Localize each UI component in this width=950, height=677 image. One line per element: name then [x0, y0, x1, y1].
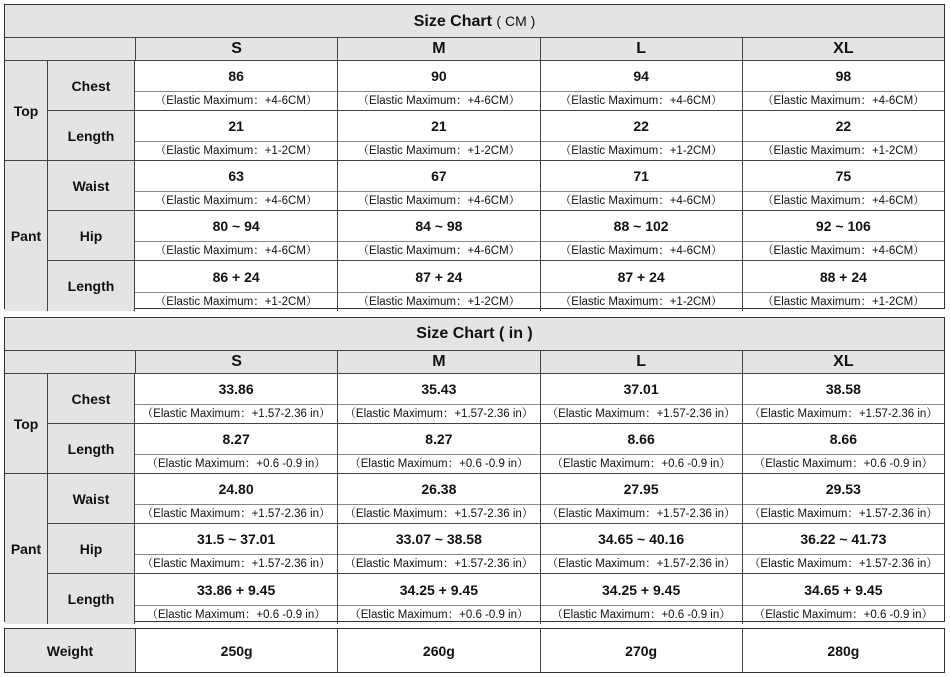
measure-cell-xl	[742, 524, 944, 574]
elastic-note: （Elastic Maximum：+4-6CM）	[743, 241, 944, 260]
measure-value: 38.58	[825, 381, 861, 397]
measure-value: 33.86 + 9.45	[197, 581, 276, 598]
elastic-note: （Elastic Maximum：+4-6CM）	[338, 241, 539, 260]
measure-cell-m	[337, 574, 539, 624]
measure-value: 90	[431, 68, 447, 84]
size-header-s: S	[135, 351, 337, 373]
group-label-top: Top	[5, 61, 48, 161]
elastic-note: （Elastic Maximum：+1-2CM）	[338, 141, 539, 160]
measure-value: 22	[835, 118, 852, 134]
measure-cell-s	[135, 524, 337, 574]
measure-cell-m	[337, 111, 539, 161]
measure-cell-l	[540, 111, 742, 161]
elastic-note: （Elastic Maximum：+0.6 -0.9 in）	[743, 454, 944, 473]
measure-cell-m	[337, 374, 539, 424]
weight-label: Weight	[5, 629, 135, 672]
measure-label: Hip	[48, 524, 135, 574]
weight-value-xl: 280g	[742, 629, 944, 672]
measure-label: Length	[48, 424, 135, 474]
measure-cell-xl	[742, 61, 944, 111]
measure-cell-xl	[742, 211, 944, 261]
measure-value: 27.95	[623, 481, 659, 497]
elastic-note: （Elastic Maximum：+1-2CM）	[135, 292, 337, 311]
elastic-note: （Elastic Maximum：+1-2CM）	[743, 292, 944, 311]
elastic-note: （Elastic Maximum：+1.57-2.36 in）	[338, 504, 539, 523]
measure-value: 87 + 24	[415, 268, 463, 285]
elastic-note: （Elastic Maximum：+0.6 -0.9 in）	[338, 605, 539, 624]
measure-value: 31.5 ~ 37.01	[197, 531, 276, 547]
elastic-note: （Elastic Maximum：+1.57-2.36 in）	[541, 504, 742, 523]
chart-title-unit: ( CM )	[496, 13, 536, 29]
measure-value: 34.65 + 9.45	[804, 581, 883, 598]
measure-value: 21	[431, 118, 447, 134]
measure-value: 34.25 + 9.45	[399, 581, 478, 598]
measurement-grid	[5, 374, 944, 624]
measure-value: 8.66	[627, 431, 655, 447]
measure-cell-m	[337, 524, 539, 574]
measure-value: 21	[228, 118, 244, 134]
elastic-note: （Elastic Maximum：+0.6 -0.9 in）	[743, 605, 944, 624]
measure-label: Chest	[48, 374, 135, 424]
measure-value: 8.27	[425, 431, 453, 447]
measure-value: 75	[835, 168, 852, 184]
weight-value-l: 270g	[540, 629, 742, 672]
measure-value: 35.43	[421, 381, 457, 397]
elastic-note: （Elastic Maximum：+4-6CM）	[743, 191, 944, 210]
group-label-pant: Pant	[5, 161, 48, 311]
group-label-pant: Pant	[5, 474, 48, 624]
chart-title-text: Size Chart	[416, 325, 495, 342]
measure-value: 8.27	[222, 431, 250, 447]
header-blank	[5, 38, 135, 60]
measure-value: 63	[228, 168, 244, 184]
size-header-m: M	[337, 38, 539, 60]
measure-cell-s	[135, 211, 337, 261]
measure-value: 26.38	[421, 481, 457, 497]
measure-value: 33.86	[218, 381, 254, 397]
measure-value: 94	[633, 68, 649, 84]
measure-value: 87 + 24	[617, 268, 665, 285]
size-header-l: L	[540, 351, 742, 373]
size-chart-cm	[4, 4, 945, 309]
weight-value-m: 260g	[337, 629, 539, 672]
chart-title-unit: ( in )	[498, 325, 533, 342]
measurement-grid	[5, 61, 944, 311]
measure-value: 24.80	[218, 481, 254, 497]
elastic-note: （Elastic Maximum：+4-6CM）	[541, 191, 742, 210]
measure-cell-m	[337, 211, 539, 261]
measure-cell-xl	[742, 574, 944, 624]
measure-cell-m	[337, 161, 539, 211]
measure-label: Chest	[48, 61, 135, 111]
elastic-note: （Elastic Maximum：+4-6CM）	[135, 241, 337, 260]
measure-label: Length	[48, 111, 135, 161]
measure-value: 22	[633, 118, 649, 134]
measure-cell-s	[135, 424, 337, 474]
elastic-note: （Elastic Maximum：+1-2CM）	[541, 141, 742, 160]
measure-value: 92 ~ 106	[815, 218, 871, 234]
measure-value: 86 + 24	[212, 268, 260, 285]
measure-value: 8.66	[829, 431, 857, 447]
measure-cell-s	[135, 111, 337, 161]
measure-cell-s	[135, 61, 337, 111]
measure-cell-s	[135, 261, 337, 311]
elastic-note: （Elastic Maximum：+4-6CM）	[135, 91, 337, 110]
elastic-note: （Elastic Maximum：+1-2CM）	[743, 141, 944, 160]
elastic-note: （Elastic Maximum：+0.6 -0.9 in）	[135, 454, 337, 473]
measure-label: Length	[48, 574, 135, 624]
elastic-note: （Elastic Maximum：+0.6 -0.9 in）	[135, 605, 337, 624]
measure-cell-xl	[742, 261, 944, 311]
measure-value: 88 ~ 102	[613, 218, 669, 234]
chart-title-text: Size Chart	[413, 13, 492, 30]
elastic-note: （Elastic Maximum：+4-6CM）	[338, 191, 539, 210]
measure-cell-m	[337, 61, 539, 111]
measure-cell-m	[337, 424, 539, 474]
measure-value: 84 ~ 98	[415, 218, 463, 234]
measure-label: Waist	[48, 474, 135, 524]
measure-cell-s	[135, 374, 337, 424]
measure-label: Hip	[48, 211, 135, 261]
measure-cell-l	[540, 474, 742, 524]
measure-value: 33.07 ~ 38.58	[395, 531, 482, 547]
measure-cell-s	[135, 161, 337, 211]
chart-title-cm	[5, 5, 944, 38]
elastic-note: （Elastic Maximum：+0.6 -0.9 in）	[541, 454, 742, 473]
measure-cell-l	[540, 424, 742, 474]
elastic-note: （Elastic Maximum：+1.57-2.36 in）	[338, 554, 539, 573]
elastic-note: （Elastic Maximum：+4-6CM）	[338, 91, 539, 110]
elastic-note: （Elastic Maximum：+1.57-2.36 in）	[541, 404, 742, 423]
elastic-note: （Elastic Maximum：+1-2CM）	[541, 292, 742, 311]
size-header-row	[5, 351, 944, 374]
elastic-note: （Elastic Maximum：+4-6CM）	[541, 241, 742, 260]
elastic-note: （Elastic Maximum：+4-6CM）	[743, 91, 944, 110]
measure-value: 37.01	[623, 381, 659, 397]
weight-row	[4, 628, 945, 673]
elastic-note: （Elastic Maximum：+4-6CM）	[135, 191, 337, 210]
elastic-note: （Elastic Maximum：+4-6CM）	[541, 91, 742, 110]
elastic-note: （Elastic Maximum：+1.57-2.36 in）	[338, 404, 539, 423]
elastic-note: （Elastic Maximum：+1.57-2.36 in）	[743, 404, 944, 423]
measure-cell-l	[540, 374, 742, 424]
elastic-note: （Elastic Maximum：+1.57-2.36 in）	[135, 554, 337, 573]
measure-value: 29.53	[825, 481, 861, 497]
elastic-note: （Elastic Maximum：+1.57-2.36 in）	[135, 504, 337, 523]
measure-value: 88 + 24	[819, 268, 867, 285]
measure-label: Waist	[48, 161, 135, 211]
size-header-m: M	[337, 351, 539, 373]
chart-title-in	[5, 318, 944, 351]
size-header-row	[5, 38, 944, 61]
measure-cell-l	[540, 61, 742, 111]
measure-cell-s	[135, 474, 337, 524]
measure-cell-m	[337, 261, 539, 311]
measure-value: 36.22 ~ 41.73	[800, 531, 887, 547]
measure-cell-xl	[742, 374, 944, 424]
elastic-note: （Elastic Maximum：+1-2CM）	[338, 292, 539, 311]
size-header-s: S	[135, 38, 337, 60]
measure-value: 86	[228, 68, 244, 84]
measure-cell-l	[540, 161, 742, 211]
measure-cell-xl	[742, 111, 944, 161]
measure-cell-xl	[742, 424, 944, 474]
elastic-note: （Elastic Maximum：+1.57-2.36 in）	[743, 504, 944, 523]
measure-cell-s	[135, 574, 337, 624]
size-chart-in	[4, 317, 945, 622]
elastic-note: （Elastic Maximum：+1.57-2.36 in）	[743, 554, 944, 573]
measure-cell-l	[540, 524, 742, 574]
measure-value: 80 ~ 94	[212, 218, 260, 234]
measure-label: Length	[48, 261, 135, 311]
measure-cell-l	[540, 261, 742, 311]
size-header-xl: XL	[742, 351, 944, 373]
size-header-xl: XL	[742, 38, 944, 60]
header-blank	[5, 351, 135, 373]
measure-cell-m	[337, 474, 539, 524]
size-header-l: L	[540, 38, 742, 60]
elastic-note: （Elastic Maximum：+1-2CM）	[135, 141, 337, 160]
measure-cell-xl	[742, 161, 944, 211]
elastic-note: （Elastic Maximum：+0.6 -0.9 in）	[338, 454, 539, 473]
measure-cell-l	[540, 574, 742, 624]
measure-cell-l	[540, 211, 742, 261]
measure-cell-xl	[742, 474, 944, 524]
elastic-note: （Elastic Maximum：+1.57-2.36 in）	[135, 404, 337, 423]
weight-value-s: 250g	[135, 629, 337, 672]
measure-value: 34.65 ~ 40.16	[598, 531, 685, 547]
measure-value: 34.25 + 9.45	[602, 581, 681, 598]
measure-value: 67	[431, 168, 447, 184]
group-label-top: Top	[5, 374, 48, 474]
measure-value: 98	[835, 68, 852, 84]
elastic-note: （Elastic Maximum：+0.6 -0.9 in）	[541, 605, 742, 624]
elastic-note: （Elastic Maximum：+1.57-2.36 in）	[541, 554, 742, 573]
measure-value: 71	[633, 168, 649, 184]
